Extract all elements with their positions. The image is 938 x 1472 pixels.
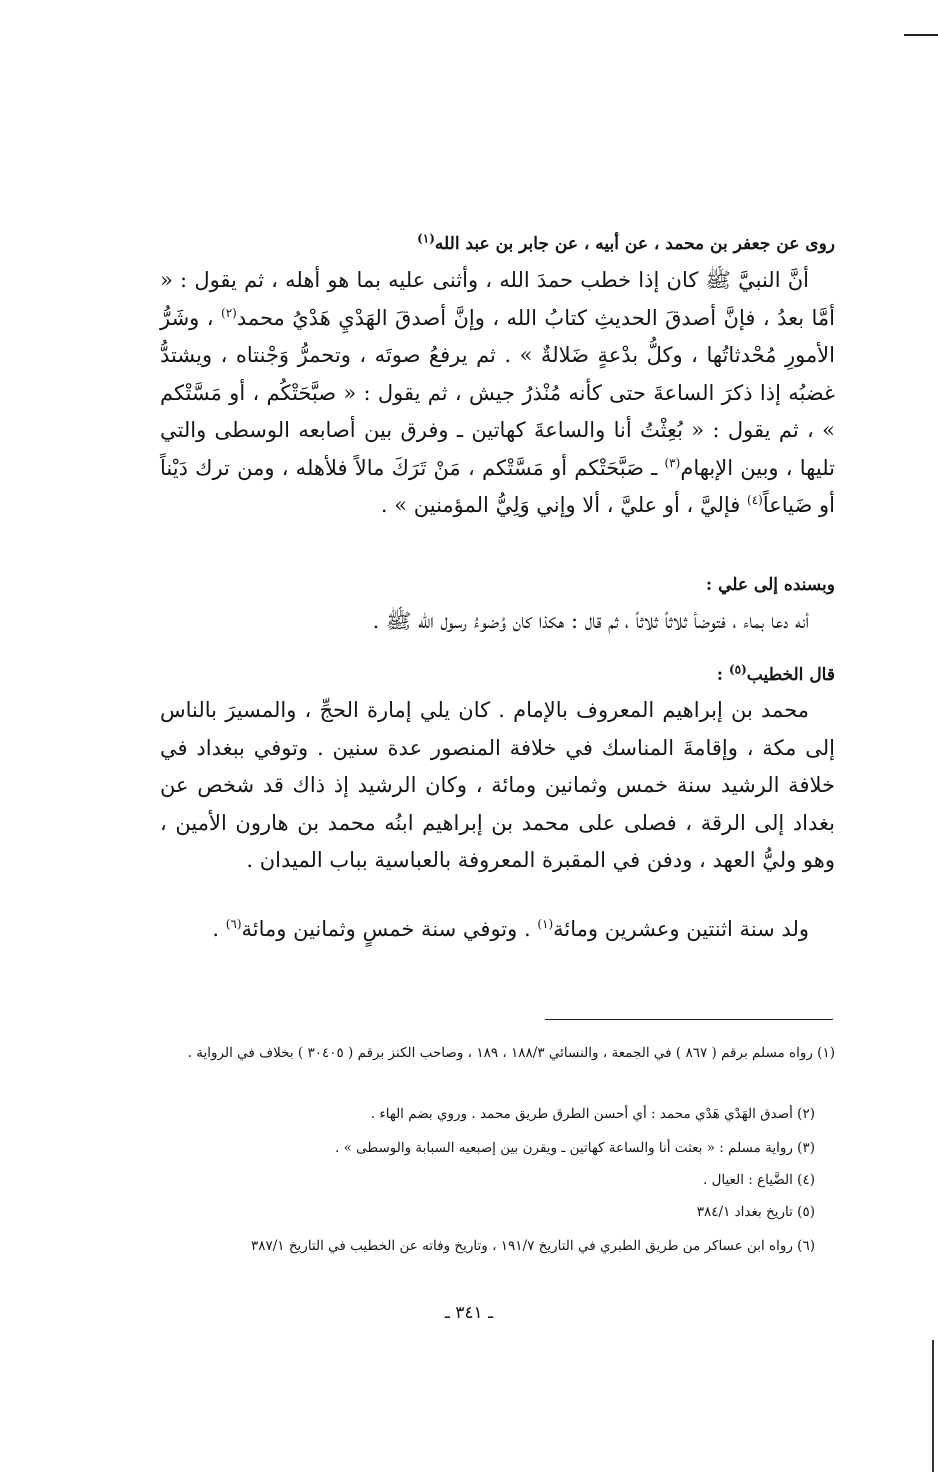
biography-paragraph: محمد بن إبراهيم المعروف بالإمام . كان يلي إمارة الحجِّ ، والمسيرَ بالناس إلى مكة ، وإقامةَ المناسك في خلافة المنصور عدة سنين . وتوفي ببغداد في خلافة الرشيد سنة خمس وثمانين ومائة ، وكان الرشيد إذ ذاك قد شخص عن بغداد إلى الرقة ، فصلى على محمد بن إبراهيم ابنُه محمد بن هارون الأمين ، وهو وليُّ العهد ، ودفن في المقبرة المعروفة بالعباسية بباب الميدان . <box>160 698 835 872</box>
footnote-ref: (٦) <box>225 917 242 931</box>
footnote-2: (٢) أصدق الهَدْي هَدْي محمد : أي أحسن الطرق طريق محمد . وروي بضم الهاء . <box>370 1106 815 1122</box>
birth-death-paragraph: ولد سنة اثنتين وعشرين ومائة$^{(١)}$ . وتوفي سنة خمسٍ وثمانين ومائة$^{(٦)}$ . <box>212 917 809 941</box>
footnote-5: (٥) تاريخ بغداد ٣٨٤/١ <box>696 1204 815 1220</box>
footnote-3: (٣) رواية مسلم : « بعثت أنا والساعة كهاتين ـ ويقرن بين إصبعيه السبابة والوسطى » . <box>335 1140 815 1156</box>
section-heading-ali: وبسنده إلى علي : <box>705 575 835 595</box>
footnote-ref: (٤) <box>747 493 763 507</box>
footnote-6: (٦) رواه ابن عساكر من طريق الطبري في التاريخ ١٩١/٧ ، وتاريخ وفاته عن الخطيب في التاريخ ٣٨٧/١ <box>250 1238 815 1254</box>
footnote-1: (١) رواه مسلم برقم ( ٨٦٧ ) في الجمعة ، والنسائي ١٨٨/٣ ، ١٨٩ ، وصاحب الكنز برقم ( ٣٠٤٠٥ ) بخلاف في الرواية . <box>187 1045 835 1061</box>
footnote-ref: (٣) <box>664 455 681 470</box>
section-heading-khatib: قال الخطيب$^{(٥)}$ : <box>716 662 835 685</box>
wudu-paragraph: أنه دعا بماء ، فتوضأ ثلاثاً ثلاثاً ، ثم قال : هكذا كان وُضوءُ رسول الله ﷺ . <box>372 609 809 633</box>
footnote-4: (٤) الضَّياع : العيال . <box>702 1172 815 1188</box>
hadith-paragraph: أنَّ النبيَّ ﷺ كان إذا خطب حمدَ الله ، وأثنى عليه بما هو أهله ، ثم يقول : « أمَّا بعدُ ، فإنَّ أصدقَ الحديثِ كتابُ الله ، وإنَّ أصدقَ الهَدْيِ هَدْيُ محمد$^{(٢)}$ ، وشَرُّ الأمورِ مُحْدثاتُها ، وكلُّ بدْعةٍ ضَلالةٌ » . ثم يرفعُ صوتَه ، وتحمرُّ وَجْنتاه ، ويشتدُّ غضبُه إذا ذكرَ الساعةَ حتى كأنه مُنْذرُ جيش ، ثم يقول : « صبَّحَتْكُم ، أو مَسَّتْكم » ، ثم يقول : « بُعِثْتُ أنا والساعةَ كهاتين ـ وفرق بين أصابعه الوسطى والتي تليها ، وبين الإبهام$^{(٣)}$ ـ صَبَّحَتْكم أو مَسَّتْكم ، مَنْ تَرَكَ مالاً فلأهله ، ومن ترك دَيْناً أو ضَياعاً$^{(٤)}$ فإليَّ ، أو عليَّ ، ألا وإني وَلِيُّ المؤمنين » . <box>160 268 835 517</box>
page-number: ـ ٣٤١ ـ <box>444 1303 494 1323</box>
footnote-ref: (١) <box>537 917 554 931</box>
footnote-ref: (١) <box>417 231 435 246</box>
isnad-text: روى عن جعفر بن محمد ، عن أبيه ، عن جابر بن عبد الله <box>434 234 835 254</box>
scan-corner-mark <box>904 34 938 36</box>
footnote-separator <box>545 1019 833 1020</box>
isnad-heading <box>160 232 835 256</box>
footnote-ref: (٥) <box>728 662 747 677</box>
footnote-ref: (٢) <box>221 305 237 320</box>
scan-edge-line <box>932 1340 934 1472</box>
